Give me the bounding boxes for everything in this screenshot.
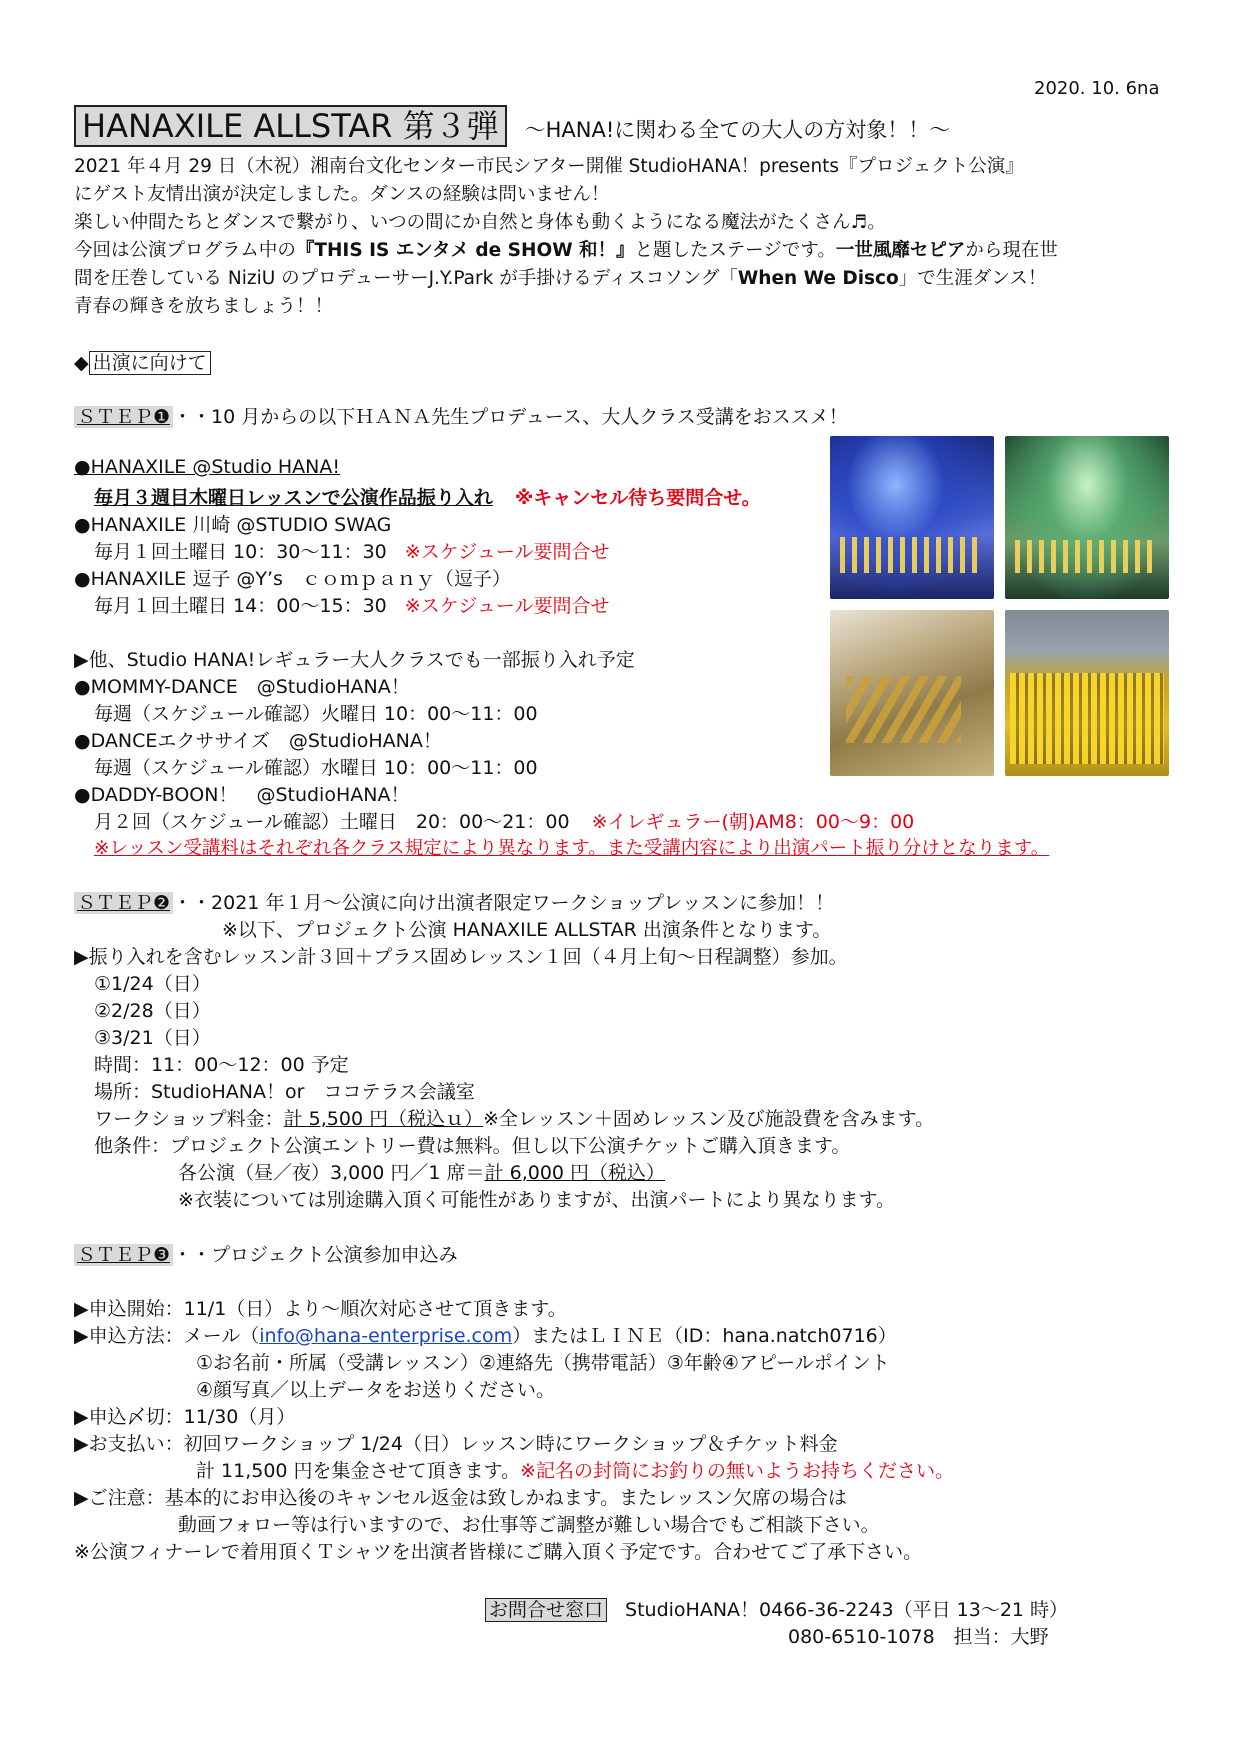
workshop-fee	[94, 1104, 934, 1131]
document-date: 2020. 10. 6na	[1034, 78, 1160, 99]
section-heading	[74, 348, 211, 375]
regular-3-note: ※イレギュラー(朝)AM8：00～9：00	[591, 811, 915, 833]
step3-heading	[74, 1240, 458, 1267]
regular-3-schedule: 月２回（スケジュール確認）土曜日 20：00～21：00	[94, 811, 570, 833]
diamond-bullet-icon: ◆	[74, 352, 89, 374]
step2-label: ＳＴＥＰ❷	[74, 892, 173, 914]
regular-3-name: ●DADDY-BOON！ @StudioHANA！	[74, 784, 410, 806]
other-classes-heading: ▶他、Studio HANA!レギュラー大人クラスでも一部振り入れ予定	[74, 649, 635, 671]
intro-line-5	[74, 264, 1046, 290]
class-1-schedule: 毎月３週目木曜日レッスンで公演作品振り入れ	[94, 487, 493, 509]
class-1-name: ●HANAXILE @Studio HANA!	[74, 456, 340, 478]
payment-line-1: ▶お支払い：初回ワークショップ 1/24（日）レッスン時にワークショップ＆チケット料金	[74, 1433, 838, 1455]
caution-line-2: 動画フォロー等は行いますので、お仕事等ご調整が難しい場合でもご相談下さい。	[178, 1514, 880, 1536]
fee-note: ※レッスン受講料はそれぞれ各クラス規定により異なります。また受講内容により出演パート振り分けとなります。	[94, 838, 1050, 859]
intro-line-5-c: 」で生涯ダンス！	[898, 268, 1047, 289]
session-time: 時間：11：00～12：00 予定	[94, 1054, 349, 1076]
step2-requirement: ▶振り入れを含むレッスン計３回＋プラス固めレッスン１回（４月上旬～日程調整）参加。	[74, 946, 848, 968]
header	[74, 106, 950, 146]
class-1-detail	[94, 483, 761, 510]
intro-line-1: 2021 年４月 29 日（木祝）湘南台文化センター市民シアター開催 StudioHANA！presents『プロジェクト公演』	[74, 156, 1024, 177]
regular-1-detail: 毎週（スケジュール確認）火曜日 10：00～11：00	[94, 703, 538, 725]
intro-line-4-c: と題したステージです。	[634, 240, 836, 261]
class-3-name: ●HANAXILE 逗子 @Y’s ｃｏｍｐａｎｙ（逗子）	[74, 568, 511, 590]
intro-line-6: 青春の輝きを放ちましょう！！	[74, 296, 334, 317]
class-2-detail	[94, 537, 610, 564]
contact-email-link[interactable]: info@hana-enterprise.com	[259, 1325, 513, 1347]
ticket-price-total: 計 6,000 円（税込）	[484, 1162, 666, 1184]
apply-start: ▶申込開始：11/1（日）より～順次対応させて頂きます。	[74, 1298, 567, 1320]
session-date-1: ①1/24（日）	[94, 973, 211, 995]
contact-box	[485, 1595, 1068, 1622]
step1-label: ＳＴＥＰ❶	[74, 406, 173, 428]
apply-deadline: ▶申込〆切：11/30（月）	[74, 1406, 296, 1428]
step1-heading	[74, 402, 848, 429]
apply-method-b: ）またはＬＩＮＥ（ID：hana.natch0716）	[512, 1325, 897, 1347]
class-3-detail	[94, 591, 610, 618]
section-heading-label: 出演に向けて	[89, 351, 211, 375]
page-title: HANAXILE ALLSTAR 第３弾	[74, 105, 507, 147]
session-place: 場所：StudioHANA！or ココテラス会議室	[94, 1081, 475, 1103]
show-title: 『THIS IS エンタメ de SHOW 和！』	[295, 240, 635, 261]
workshop-fee-note: ※全レッスン＋固めレッスン及び施設費を含みます。	[483, 1108, 935, 1130]
intro-line-4-e: から現在世	[965, 240, 1058, 261]
page-subtitle: ～HANA!に関わる全ての大人の方対象！！～	[524, 118, 951, 142]
song-title: When We Disco	[737, 268, 899, 289]
sepia-name: 一世風靡セピア	[835, 240, 966, 261]
contact-label: お問合せ窓口	[485, 1598, 607, 1622]
contact-line-1: StudioHANA！0466-36-2243（平日 13～21 時）	[625, 1599, 1069, 1621]
step3-text: ・・プロジェクト公演参加申込み	[173, 1244, 458, 1266]
ticket-price-label: 各公演（昼／夜）3,000 円／1 席＝	[178, 1162, 485, 1184]
apply-method-items: ①お名前・所属（受講レッスン）②連絡先（携帯電話）③年齢④アピールポイント	[196, 1352, 890, 1374]
photo-stage-blue	[830, 436, 994, 599]
payment-amount: 計 11,500 円を集金させて頂きます。	[196, 1460, 521, 1482]
costume-note: ※衣装については別途購入頂く可能性がありますが、出演パートにより異なります。	[178, 1189, 896, 1211]
intro-line-4	[74, 236, 1058, 262]
other-conditions: 他条件：プロジェクト公演エントリー費は無料。但し以下公演チケットご購入頂きます。	[94, 1135, 851, 1157]
tshirt-note: ※公演フィナーレで着用頂くＴシャツを出演者皆様にご購入頂く予定です。合わせてご了承下さい。	[74, 1541, 923, 1563]
photo-dancers-closeup	[830, 610, 994, 776]
workshop-fee-value: 計 5,500 円（税込ｕ）	[283, 1108, 484, 1130]
intro-line-4-a: 今回は公演プログラム中の	[74, 240, 296, 261]
contact-line-2: 080-6510-1078 担当：大野	[788, 1626, 1049, 1648]
apply-method-items-2: ④顔写真／以上データをお送りください。	[196, 1379, 556, 1401]
caution-line-1: ▶ご注意：基本的にお申込後のキャンセル返金は致しかねます。またレッスン欠席の場合は	[74, 1487, 847, 1509]
intro-line-3: 楽しい仲間たちとダンスで繋がり、いつの間にか自然と身体も動くようになる魔法がたくさん♬。	[74, 212, 886, 233]
session-date-3: ③3/21（日）	[94, 1027, 211, 1049]
intro-line-2: にゲスト友情出演が決定しました。ダンスの経験は問いません！	[74, 184, 610, 205]
photo-group-yellow	[1005, 610, 1169, 776]
regular-2-name: ●DANCEエクササイズ @StudioHANA！	[74, 730, 442, 752]
step2-heading	[74, 888, 834, 915]
photo-stage-green	[1005, 436, 1169, 599]
class-2-note: ※スケジュール要問合せ	[404, 541, 610, 563]
class-1-note: ※キャンセル待ち要問合せ。	[514, 487, 761, 509]
regular-3-detail	[94, 807, 914, 834]
apply-method-a: ▶申込方法：メール（	[74, 1325, 260, 1347]
regular-1-name: ●MOMMY-DANCE @StudioHANA！	[74, 676, 410, 698]
session-date-2: ②2/28（日）	[94, 1000, 211, 1022]
regular-2-detail: 毎週（スケジュール確認）水曜日 10：00～11：00	[94, 757, 538, 779]
step3-label: ＳＴＥＰ❸	[74, 1244, 173, 1266]
class-2-schedule: 毎月１回土曜日 10：30～11：30	[94, 541, 387, 563]
apply-method	[74, 1321, 897, 1348]
class-2-name: ●HANAXILE 川崎 @STUDIO SWAG	[74, 514, 392, 536]
step1-text: ・・10 月からの以下ＨＡＮＡ先生プロデュース、大人クラス受講をおススメ！	[173, 406, 848, 428]
ticket-price	[178, 1158, 665, 1185]
class-3-note: ※スケジュール要問合せ	[404, 595, 610, 617]
step2-subtext: ※以下、プロジェクト公演 HANAXILE ALLSTAR 出演条件となります。	[222, 919, 832, 941]
class-3-schedule: 毎月１回土曜日 14：00～15：30	[94, 595, 387, 617]
step2-text: ・・2021 年１月～公演に向け出演者限定ワークショップレッスンに参加！！	[173, 892, 835, 914]
workshop-fee-label: ワークショップ料金：	[94, 1108, 284, 1130]
payment-note: ※記名の封筒にお釣りの無いようお持ちください。	[520, 1460, 954, 1482]
payment-line-2	[196, 1456, 954, 1483]
intro-line-5-a: 間を圧巻している NiziU のプロデューサーJ.Y.Park が手掛けるディスコソング「	[74, 268, 738, 289]
